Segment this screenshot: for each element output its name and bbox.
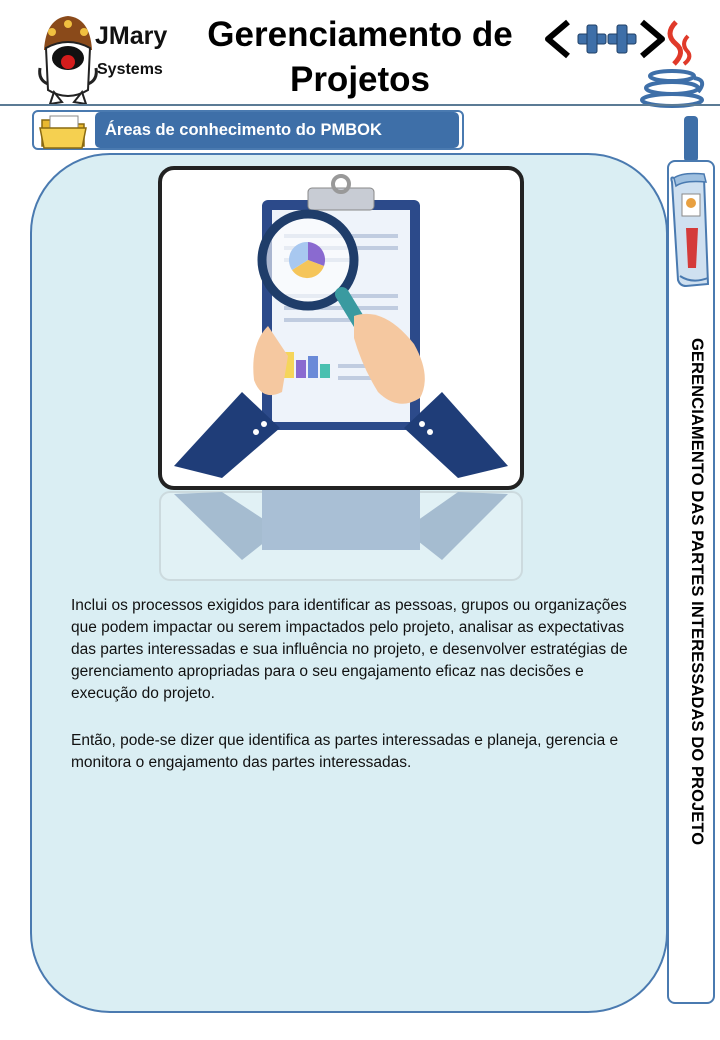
scroll-document-icon	[668, 168, 714, 292]
description-paragraph: Inclui os processos exigidos para identificar as pessoas, grupos ou organizações que podem impactar ou serem impactados pelo projeto, analisar as expectativas das partes interessadas e sua influência no projeto, e desenvolver estratégias de gerenciamento apropriadas para o seu engajamento eficaz nas decisões e execução do projeto.	[71, 597, 628, 702]
page-title	[180, 12, 540, 102]
illustration-reflection	[158, 490, 524, 582]
section-label: Áreas de conhecimento do PMBOK	[95, 112, 459, 148]
clipboard-magnifier-illustration	[158, 166, 524, 490]
logo-text-jmary: JMary	[95, 22, 168, 50]
summary-paragraph: Então, pode-se dizer que identifica as partes interessadas e planeja, gerencia e monitora o engajamento das partes interessadas.	[71, 732, 619, 771]
side-vertical-title: GERENCIAMENTO DAS PARTES INTERESSADAS DO PROJETO	[688, 338, 706, 846]
page-title-line2: Projetos	[289, 60, 431, 99]
folder-icon	[38, 112, 90, 150]
page-title-line1: Gerenciamento de	[207, 15, 513, 54]
java-logo	[636, 18, 712, 112]
logo-text-systems: Systems	[97, 61, 163, 78]
java-cup-icon	[636, 18, 712, 112]
header-divider	[0, 104, 720, 106]
panel-connector	[684, 116, 698, 162]
